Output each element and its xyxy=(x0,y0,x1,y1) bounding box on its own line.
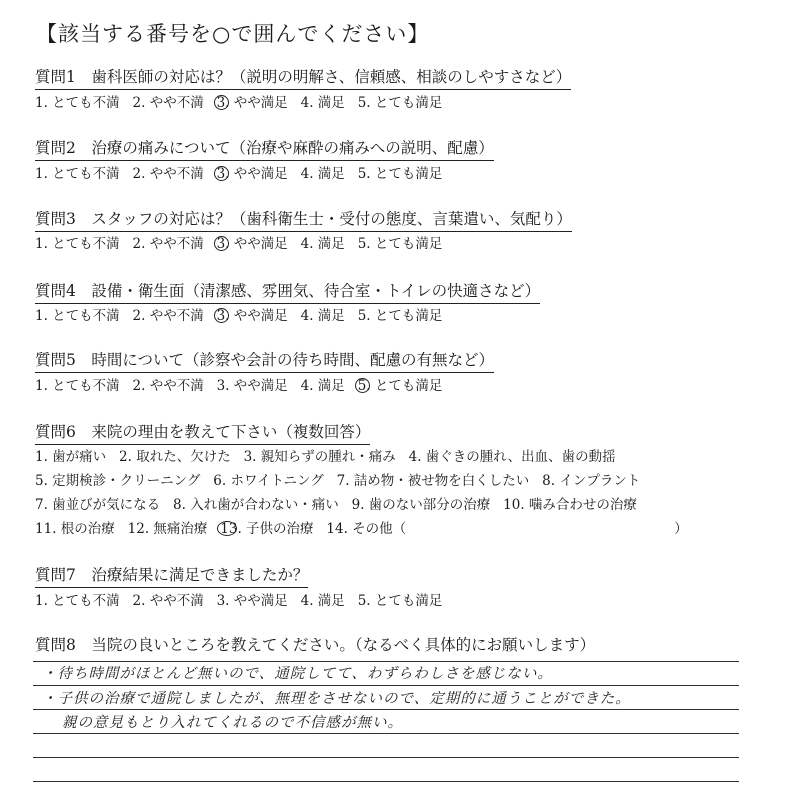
q6-option-2[interactable]: 2. 取れた、欠けた xyxy=(119,449,231,465)
question-5-title: 質問5 時間について（診察や会計の待ち時間、配慮の有無など） xyxy=(35,351,494,373)
selected-circle xyxy=(214,95,229,110)
answer-line-1: ・待ち時間がほとんど無いので、通院してて、わずらわしさを感じない。 xyxy=(42,666,553,682)
q3-option-3[interactable]: 3. やや満足 xyxy=(217,235,288,253)
q7-option-5[interactable]: 5. とても満足 xyxy=(357,593,443,609)
question-4-title: 質問4 設備・衛生面（清潔感、雰囲気、待合室・トイレの快適さなど） xyxy=(35,282,540,304)
q5-option-5[interactable]: 5. とても満足 xyxy=(358,377,443,395)
selected-circle xyxy=(214,236,229,251)
question-3-title: 質問3 スタッフの対応は？（歯科衛生士・受付の態度、言葉遣い、気配り） xyxy=(35,210,572,232)
q2-option-4[interactable]: 4. 満足 xyxy=(300,166,345,182)
q6-option-14[interactable]: 14. その他（ xyxy=(326,521,407,537)
q6-option-10[interactable]: 10. 噛み合わせの治療 xyxy=(503,497,637,513)
q6-option-5[interactable]: 5. 定期検診・クリーニング xyxy=(35,473,201,489)
selected-circle xyxy=(355,378,370,393)
question-5-options xyxy=(35,377,442,395)
q6-option-7b[interactable]: 7. 歯並びが気になる xyxy=(35,497,161,513)
answer-rule-2 xyxy=(33,685,739,686)
answer-rule-4 xyxy=(33,733,739,734)
q4-option-3[interactable]: 3. やや満足 xyxy=(217,307,288,325)
q5-option-2[interactable]: 2. やや不満 xyxy=(132,378,204,394)
q6-option-6[interactable]: 6. ホワイトニング xyxy=(213,473,324,489)
q6-option-7[interactable]: 7. 詰め物・被せ物を白くしたい xyxy=(336,473,530,489)
q6-option-8b[interactable]: 8. 入れ歯が合わない・痛い xyxy=(173,497,339,513)
answer-line-2: ・子供の治療で通院しましたが、無理をさせないので、定期的に通うことができた。 xyxy=(42,691,631,707)
q3-option-5[interactable]: 5. とても満足 xyxy=(357,236,443,252)
question-6-title: 質問6 来院の理由を教えて下さい（複数回答） xyxy=(35,423,370,445)
q7-option-4[interactable]: 4. 満足 xyxy=(300,593,345,609)
q5-option-1[interactable]: 1. とても不満 xyxy=(35,378,120,394)
question-6-row-1 xyxy=(35,448,616,466)
q3-option-1[interactable]: 1. とても不満 xyxy=(35,236,120,252)
q7-option-2[interactable]: 2. やや不満 xyxy=(132,593,204,609)
question-4-options xyxy=(35,307,442,325)
q6-option-9[interactable]: 9. 歯のない部分の治療 xyxy=(351,497,491,513)
answer-rule-5 xyxy=(33,757,739,758)
q6-option-11[interactable]: 11. 根の治療 xyxy=(35,521,115,537)
closing-paren: ） xyxy=(674,521,688,537)
question-7-options xyxy=(35,592,442,610)
q7-option-3[interactable]: 3. やや満足 xyxy=(216,593,288,609)
question-2-options xyxy=(35,165,442,183)
question-3-options xyxy=(35,235,442,253)
answer-rule-3 xyxy=(33,709,739,710)
q2-option-3[interactable]: 3. やや満足 xyxy=(217,165,288,183)
q2-option-2[interactable]: 2. やや不満 xyxy=(132,166,204,182)
answer-rule-6 xyxy=(33,781,739,782)
instruction-header: 【該当する番号を○で囲んでください】 xyxy=(36,22,430,46)
q4-option-4[interactable]: 4. 満足 xyxy=(300,308,345,324)
q1-option-3[interactable]: 3. やや満足 xyxy=(217,94,288,112)
q1-option-2[interactable]: 2. やや不満 xyxy=(132,95,204,111)
question-6-row-4 xyxy=(35,520,688,538)
q6-option-1[interactable]: 1. 歯が痛い xyxy=(35,449,107,465)
question-6-row-3 xyxy=(35,496,637,514)
q3-option-2[interactable]: 2. やや不満 xyxy=(132,236,204,252)
question-6-row-2 xyxy=(35,472,640,490)
q2-option-5[interactable]: 5. とても満足 xyxy=(357,166,443,182)
q7-option-1[interactable]: 1. とても不満 xyxy=(35,593,120,609)
q4-option-1[interactable]: 1. とても不満 xyxy=(35,308,120,324)
q6-option-4[interactable]: 4. 歯ぐきの腫れ、出血、歯の動揺 xyxy=(408,449,616,465)
question-7-title: 質問7 治療結果に満足できましたか？ xyxy=(35,566,308,588)
q6-option-8[interactable]: 8. インプラント xyxy=(542,473,641,489)
q2-option-1[interactable]: 1. とても不満 xyxy=(35,166,120,182)
q6-option-12[interactable]: 12. 無痛治療 xyxy=(127,521,208,537)
question-1-options xyxy=(35,94,442,112)
q5-option-4[interactable]: 4. 満足 xyxy=(300,378,345,394)
q4-option-2[interactable]: 2. やや不満 xyxy=(132,308,204,324)
q4-option-5[interactable]: 5. とても満足 xyxy=(357,308,443,324)
selected-circle xyxy=(214,166,229,181)
q1-option-1[interactable]: 1. とても不満 xyxy=(35,95,120,111)
q5-option-3[interactable]: 3. やや満足 xyxy=(216,378,288,394)
q6-option-3[interactable]: 3. 親知らずの腫れ・痛み xyxy=(243,449,396,465)
q1-option-5[interactable]: 5. とても満足 xyxy=(357,95,443,111)
question-2-title: 質問2 治療の痛みについて（治療や麻酔の痛みへの説明、配慮） xyxy=(35,139,494,161)
question-1-title: 質問1 歯科医師の対応は？（説明の明解さ、信頼感、相談のしやすさなど） xyxy=(35,68,571,90)
answer-line-3: 親の意見もとり入れてくれるので不信感が無い。 xyxy=(62,715,403,731)
q6-option-13[interactable]: 13. 子供の治療 xyxy=(220,520,313,538)
question-8-title: 質問8 当院の良いところを教えてください。（なるべく具体的にお願いします） xyxy=(35,636,596,654)
q1-option-4[interactable]: 4. 満足 xyxy=(300,95,345,111)
q3-option-4[interactable]: 4. 満足 xyxy=(300,236,345,252)
selected-circle xyxy=(214,308,229,323)
